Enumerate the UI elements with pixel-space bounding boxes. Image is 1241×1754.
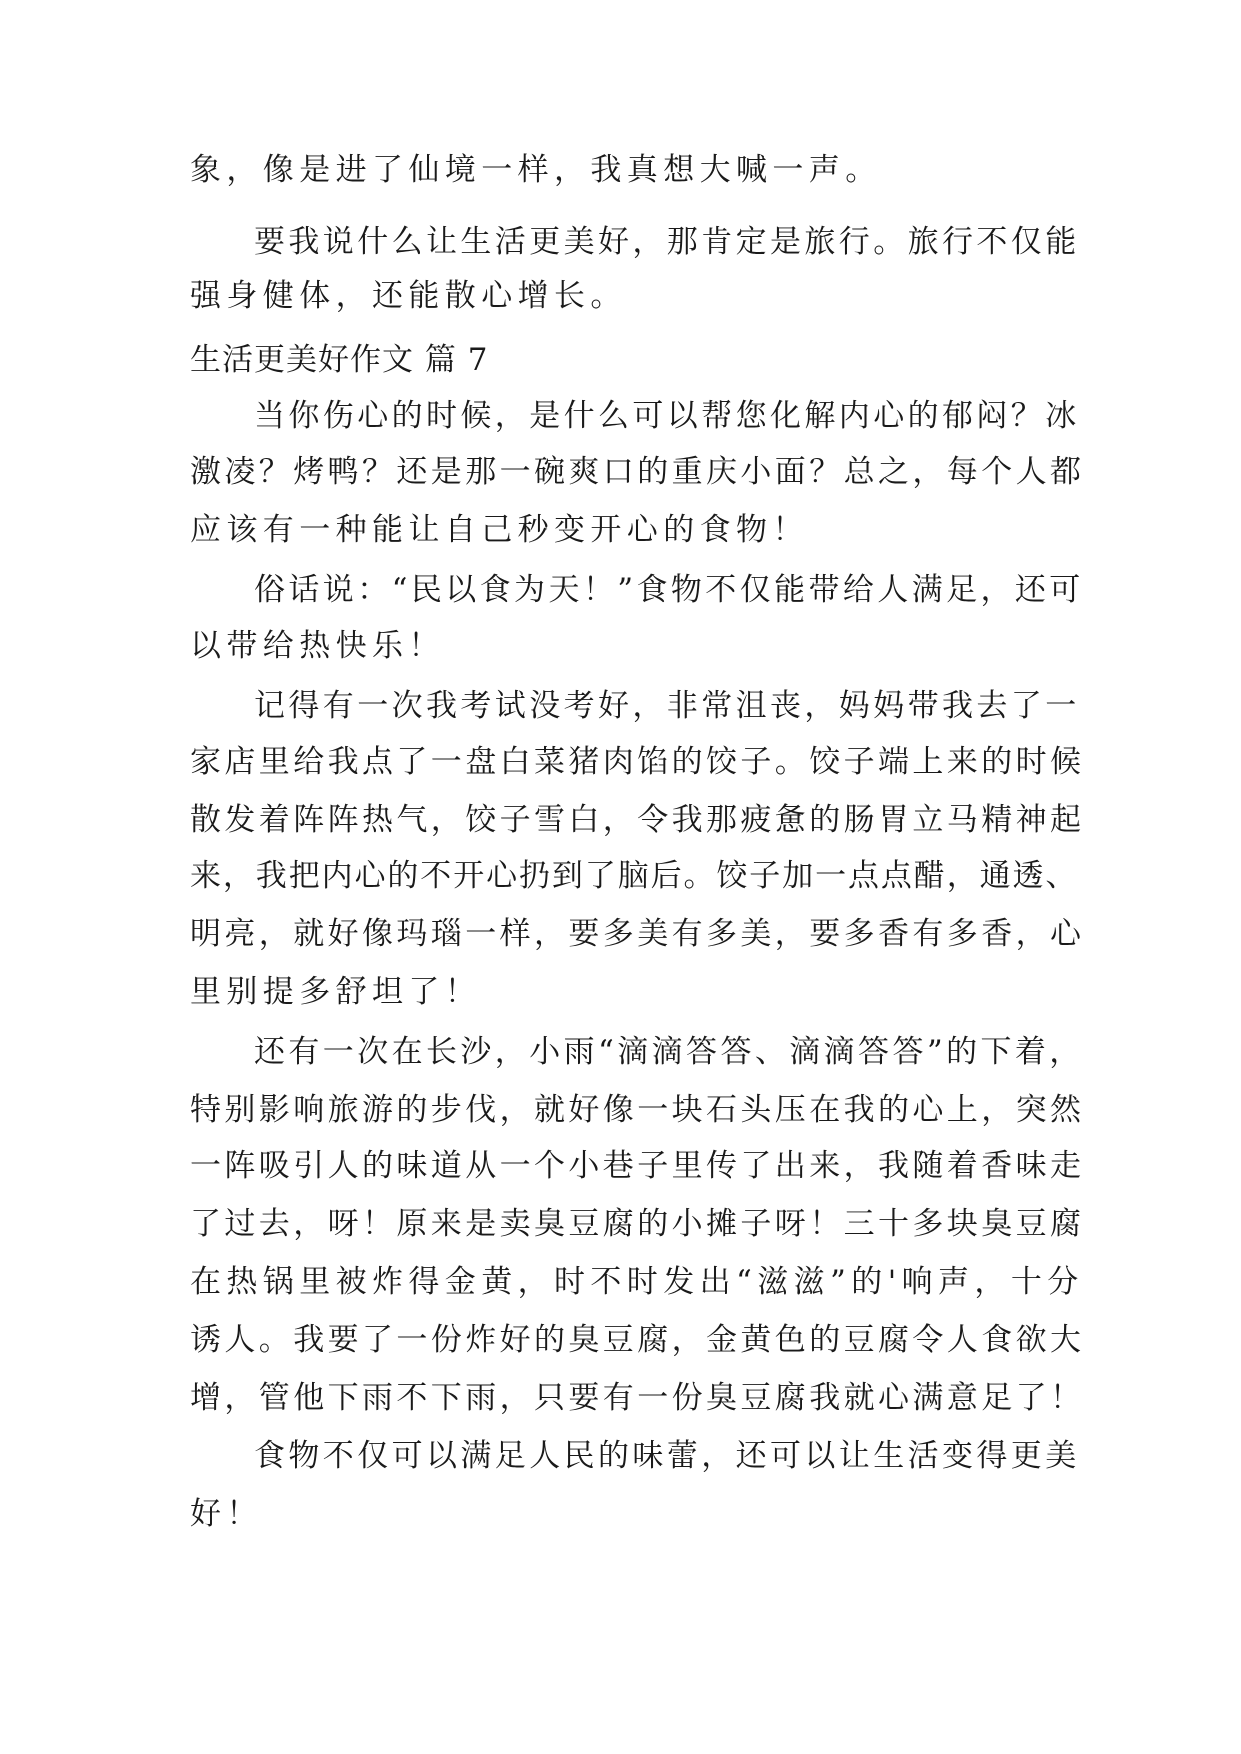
paragraph-start-line: 俗话说：“民以食为天！”食物不仅能带给人满足，还可: [254, 572, 1084, 608]
text-line: 在热锅里被炸得金黄，时不时发出“滋滋”的'响声，十分: [190, 1264, 1084, 1300]
text-line: 散发着阵阵热气，饺子雪白，令我那疲惫的肠胃立马精神起: [190, 802, 1085, 838]
text-line: 里别提多舒坦了！: [190, 974, 482, 1010]
text-line: 好！: [190, 1496, 263, 1532]
text-line: 激凌？烤鸭？还是那一碗爽口的重庆小面？总之，每个人都: [190, 454, 1085, 490]
text-line: 来，我把内心的不开心扔到了脑后。饺子加一点点醋，通透、: [190, 858, 1079, 894]
text-line: 了过去，呀！原来是卖臭豆腐的小摊子呀！三十多块臭豆腐: [190, 1206, 1085, 1242]
paragraph-start-line: 当你伤心的时候，是什么可以帮您化解内心的郁闷？冰: [254, 398, 1080, 434]
paragraph-start-line: 要我说什么让生活更美好，那肯定是旅行。旅行不仅能: [254, 224, 1080, 260]
paragraph-start-line: 还有一次在长沙，小雨“滴滴答答、滴滴答答”的下着，: [254, 1034, 1084, 1070]
text-line: 特别影响旅游的步伐，就好像一块石头压在我的心上，突然: [190, 1092, 1085, 1128]
text-line: 增，管他下雨不下雨，只要有一份臭豆腐我就心满意足了！: [190, 1380, 1085, 1416]
text-line: 一阵吸引人的味道从一个小巷子里传了出来，我随着香味走: [190, 1148, 1085, 1184]
text-line: 强身健体，还能散心增长。: [190, 278, 627, 314]
section-heading: 生活更美好作文 篇 7: [190, 342, 489, 378]
text-line: 明亮，就好像玛瑙一样，要多美有多美，要多香有多香，心: [190, 916, 1085, 952]
text-line: 象，像是进了仙境一样，我真想大喊一声。: [190, 152, 882, 188]
text-line: 家店里给我点了一盘白菜猪肉馅的饺子。饺子端上来的时候: [190, 744, 1085, 780]
text-line: 诱人。我要了一份炸好的臭豆腐，金黄色的豆腐令人食欲大: [190, 1322, 1085, 1358]
text-line: 以带给热快乐！: [190, 628, 445, 664]
paragraph-start-line: 食物不仅可以满足人民的味蕾，还可以让生活变得更美: [254, 1438, 1080, 1474]
paragraph-start-line: 记得有一次我考试没考好，非常沮丧，妈妈带我去了一: [254, 688, 1080, 724]
text-line: 应该有一种能让自己秒变开心的食物！: [190, 512, 809, 548]
